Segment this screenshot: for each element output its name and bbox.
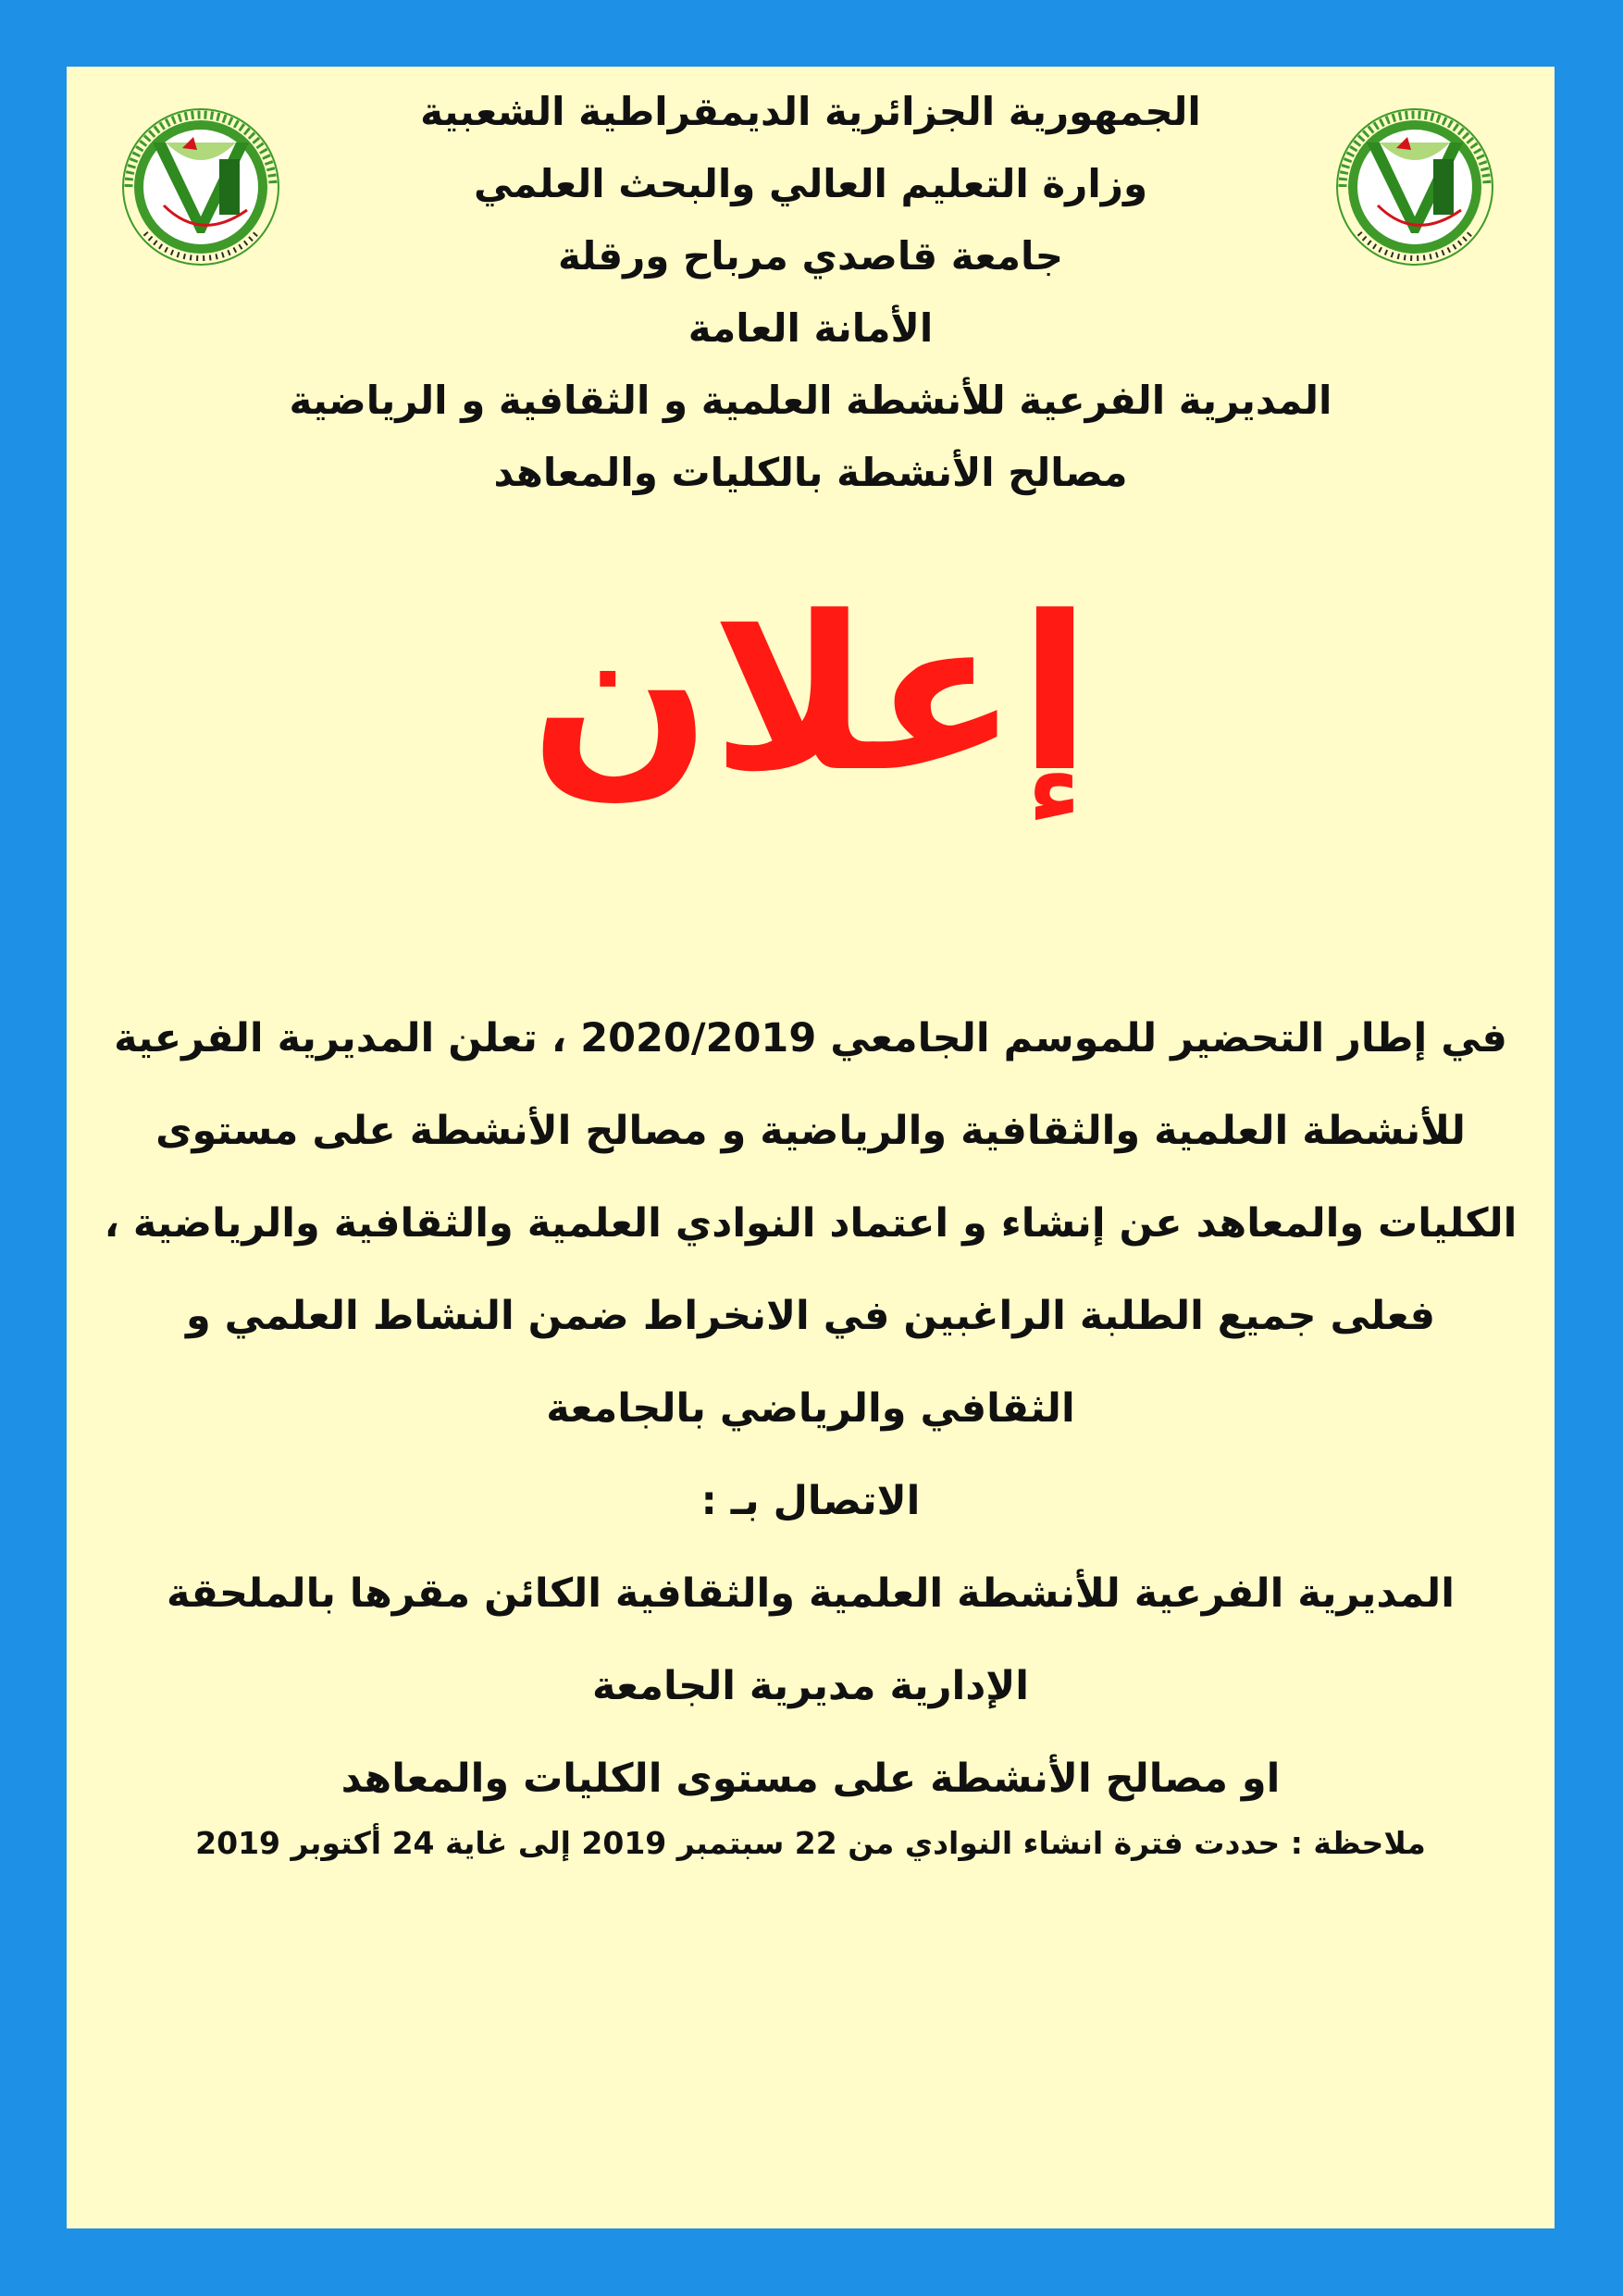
deadline-note: ملاحظة : حددت فترة انشاء النوادي من 22 سبتمبر 2019 إلى غاية 24 أكتوبر 2019 xyxy=(195,1825,1426,1861)
announcement-body xyxy=(104,992,1518,1825)
sub-directorate-name: المديرية الفرعية للأنشطة العلمية و الثقافية و الرياضية xyxy=(289,378,1332,423)
announcement-paragraph: في إطار التحضير للموسم الجامعي 2020/2019 ، تعلن المديرية الفرعية للأنشطة العلمية والثقافية والرياضية و مصالح الأنشطة على مستوى الكليات والمعاهد عن إنشاء و اعتماد النوادي العلمية والثقافية والرياضية ، فعلى جميع الطلبة الراغبين في الانخراط ضمن النشاط العلمي و الثقافي والرياضي بالجامعة xyxy=(104,1015,1518,1432)
secretariat-name: الأمانة العامة xyxy=(688,305,934,351)
contact-label: الاتصال بـ : xyxy=(700,1478,921,1524)
letterhead xyxy=(252,76,1369,509)
announcement-title: إعلان xyxy=(529,572,1092,819)
ministry-name: وزارة التعليم العالي والبحث العلمي xyxy=(473,161,1148,206)
university-name: جامعة قاصدي مرباح ورقلة xyxy=(557,233,1064,279)
activities-services-name: مصالح الأنشطة بالكليات والمعاهد xyxy=(493,450,1128,495)
republic-name: الجمهورية الجزائرية الديمقراطية الشعبية xyxy=(420,89,1201,134)
poster xyxy=(67,67,1555,2228)
contact-place-faculties: او مصالح الأنشطة على مستوى الكليات والمعاهد xyxy=(341,1756,1281,1802)
contact-place-directorate: المديرية الفرعية للأنشطة العلمية والثقافية الكائن مقرها بالملحقة الإدارية مديرية الجامعة xyxy=(167,1570,1455,1709)
